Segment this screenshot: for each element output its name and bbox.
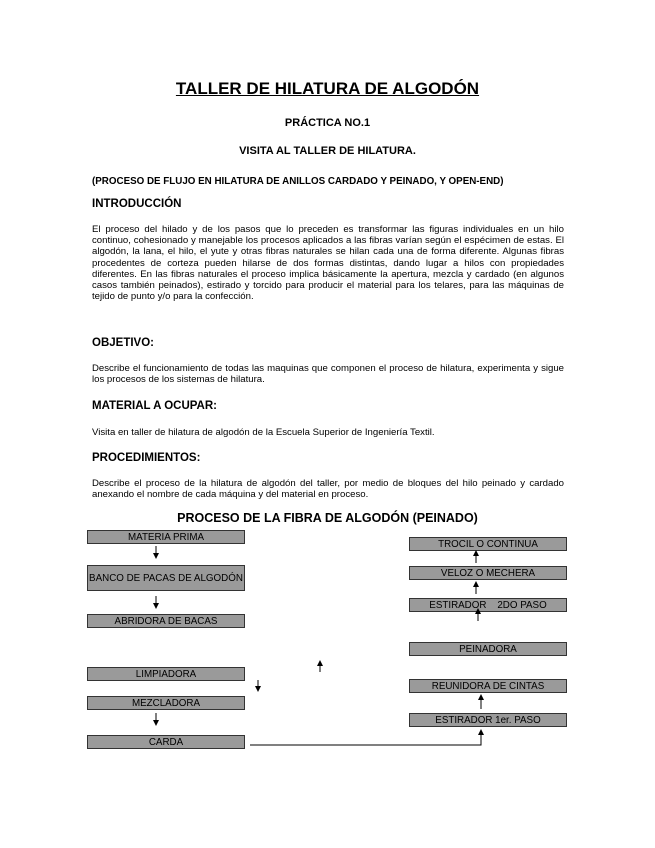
flow-box-trocil: TROCIL O CONTINUA — [409, 537, 567, 551]
flow-box-abridora: ABRIDORA DE BACAS — [87, 614, 245, 628]
flow-box-materia-prima: MATERIA PRIMA — [87, 530, 245, 544]
document-title: TALLER DE HILATURA DE ALGODÓN — [175, 79, 480, 98]
material-heading: MATERIAL A OCUPAR: — [92, 400, 218, 412]
flow-box-carda: CARDA — [87, 735, 245, 749]
flow-box-estirador-2do: ESTIRADOR 2DO PASO — [409, 598, 567, 612]
procedures-heading: PROCEDIMIENTOS: — [92, 452, 201, 464]
flow-box-reunidora: REUNIDORA DE CINTAS — [409, 679, 567, 693]
flow-box-estirador-1er: ESTIRADOR 1er. PASO — [409, 713, 567, 727]
material-paragraph: Visita en taller de hilatura de algodón de la Escuela Superior de Ingeniería Textil. — [92, 427, 435, 438]
flow-box-veloz: VELOZ O MECHERA — [409, 566, 567, 580]
intro-heading: INTRODUCCIÓN — [92, 198, 182, 210]
objective-paragraph: Describe el funcionamiento de todas las maquinas que componen el proceso de hilatura, experimenta y sigue los procesos de los sistemas de hilatura. — [92, 363, 564, 386]
procedures-paragraph: Describe el proceso de la hilatura de algodón del taller, por medio de bloques del hilo peinado y cardado anexando el nombre de cada máquina y del material en proceso. — [92, 478, 564, 501]
flow-box-mezcladora: MEZCLADORA — [87, 696, 245, 710]
practice-number: PRÁCTICA NO.1 — [284, 117, 371, 129]
objective-heading: OBJETIVO: — [92, 337, 154, 349]
flow-box-peinadora: PEINADORA — [409, 642, 567, 656]
arrow-carda-to-estirador — [250, 732, 481, 745]
flow-box-banco-pacas: BANCO DE PACAS DE ALGODÓN — [87, 565, 245, 591]
visit-subtitle: VISITA AL TALLER DE HILATURA. — [239, 145, 416, 157]
process-label: (PROCESO DE FLUJO EN HILATURA DE ANILLOS CARDADO Y PEINADO, Y OPEN-END) — [92, 176, 504, 187]
flow-box-limpiadora: LIMPIADORA — [87, 667, 245, 681]
flow-title: PROCESO DE LA FIBRA DE ALGODÓN (PEINADO) — [177, 511, 478, 525]
intro-paragraph: El proceso del hilado y de los pasos que lo preceden es transformar las figuras individuales en un hilo continuo, cohesionado y manejable los procesos aplicados a las fibras varían según el espécimen de estas. El algodón, la lana, el hilo, el yute y otras fibras naturales se hilan cada una de forma diferente. Algunas fibras procedentes de corteza pueden hilarse de dos formas distintas, dando lugar a hilos con propiedades diferentes. En las fibras naturales el proceso implica básicamente la apertura, mezcla y cardado (en algunos casos también peinados), estirado y torcido para producir el material para los telares, para las máquinas de tejido de punto y/o para la confección. — [92, 224, 564, 303]
